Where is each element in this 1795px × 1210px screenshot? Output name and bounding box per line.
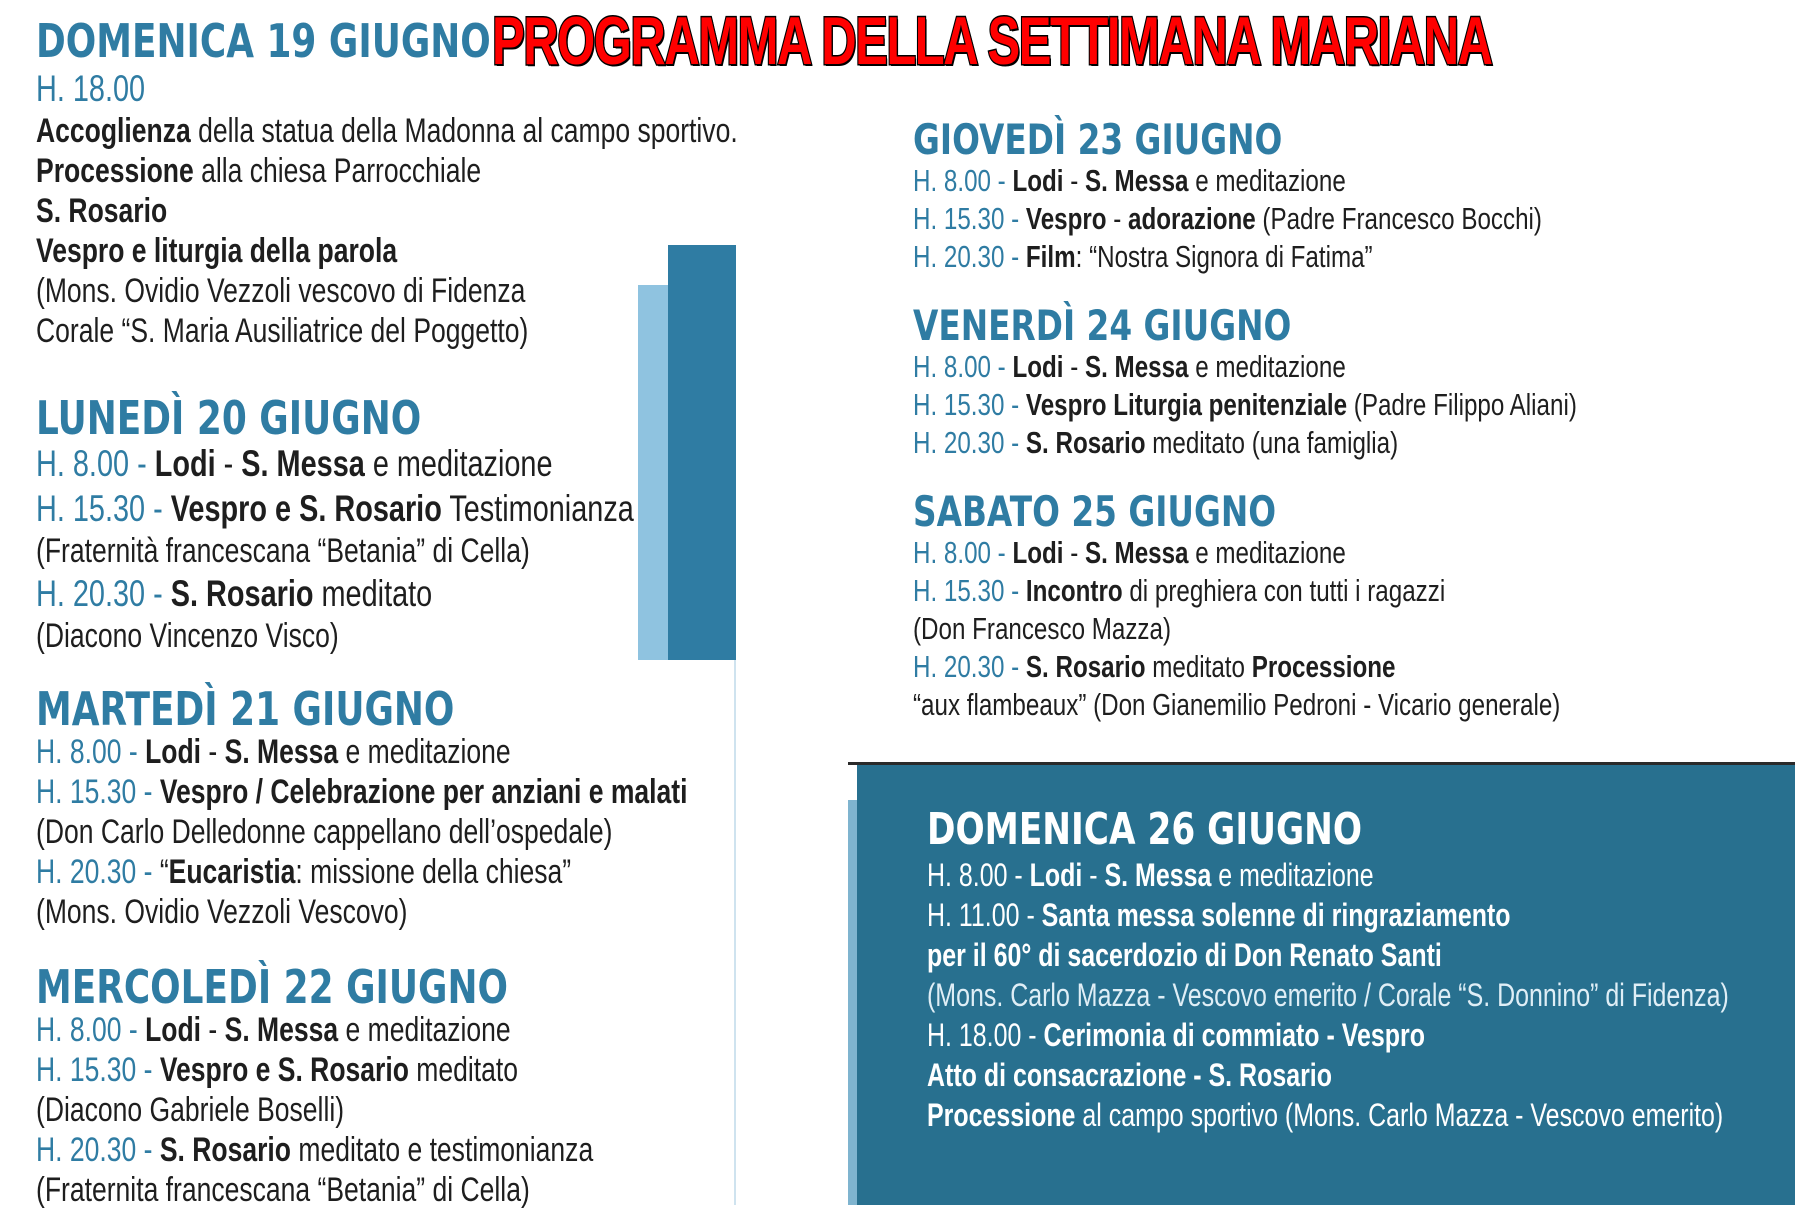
day-domenica-26 [927, 805, 1795, 1135]
day-martedi-21 [36, 682, 936, 932]
event-row: H. 20.30 - S. Rosario meditato e testimonianza [36, 1131, 594, 1169]
event-row: H. 20.30 - S. Rosario meditato Processione [913, 649, 1396, 684]
day-title: DOMENICA 19 GIUGNO [36, 14, 491, 68]
event-time: H. 18.00 [36, 68, 146, 109]
event-line: Processione alla chiesa Parrocchiale [36, 152, 482, 190]
right-column [913, 115, 1764, 724]
day-sabato-25 [913, 487, 1764, 724]
event-note: (Mons. Ovidio Vezzoli Vescovo) [36, 893, 408, 931]
event-row: H. 8.00 - Lodi - S. Messa e meditazione [36, 733, 511, 771]
event-row: H. 8.00 - Lodi - S. Messa e meditazione [927, 857, 1374, 893]
event-note: “aux flambeaux” (Don Gianemilio Pedroni - Vicario generale) [913, 687, 1561, 722]
event-row: H. 15.30 - Vespro e S. Rosario Testimonianza [36, 488, 634, 529]
event-line: Atto di consacrazione - S. Rosario [927, 1057, 1332, 1093]
event-row: H. 8.00 - Lodi - S. Messa e meditazione [913, 535, 1346, 570]
day-title: SABATO 25 GIUGNO [913, 487, 1277, 536]
event-line: S. Rosario [36, 192, 168, 230]
event-row: H. 15.30 - Incontro di preghiera con tutti i ragazzi [913, 573, 1446, 608]
event-row: H. 8.00 - Lodi - S. Messa e meditazione [913, 349, 1346, 384]
event-row: H. 8.00 - Lodi - S. Messa e meditazione [913, 163, 1346, 198]
event-row: H. 18.00 - Cerimonia di commiato - Vespro [927, 1017, 1425, 1053]
day-title: MARTEDÌ 21 GIUGNO [36, 682, 455, 736]
event-line: per il 60° di sacerdozio di Don Renato Santi [927, 937, 1442, 973]
event-note: (Mons. Ovidio Vezzoli vescovo di Fidenza [36, 272, 526, 310]
event-line: Accoglienza della statua della Madonna al campo sportivo. [36, 112, 738, 150]
day-lunedi-20 [36, 391, 936, 656]
day-title: VENERDÌ 24 GIUGNO [913, 301, 1292, 350]
day-venerdi-24 [913, 301, 1764, 462]
event-row: H. 8.00 - Lodi - S. Messa e meditazione [36, 443, 553, 484]
event-row: H. 20.30 - Film: “Nostra Signora di Fatima” [913, 239, 1373, 274]
day-title: LUNEDÌ 20 GIUGNO [36, 391, 422, 445]
event-row: H. 15.30 - Vespro Liturgia penitenziale (Padre Filippo Aliani) [913, 387, 1577, 422]
page-headline: PROGRAMMA DELLA SETTIMANA MARIANA [492, 3, 1492, 79]
day-mercoledi-22 [36, 960, 936, 1210]
day-title: MERCOLEDÌ 22 GIUGNO [36, 960, 509, 1014]
event-row: H. 20.30 - S. Rosario meditato (una famiglia) [913, 425, 1399, 460]
event-row: H. 11.00 - Santa messa solenne di ringraziamento [927, 897, 1511, 933]
day-domenica-19 [36, 14, 936, 351]
event-note: Corale “S. Maria Ausiliatrice del Poggetto) [36, 312, 529, 350]
event-row: H. 15.30 - Vespro e S. Rosario meditato [36, 1051, 519, 1089]
event-row: H. 20.30 - “Eucaristia: missione della chiesa” [36, 853, 572, 891]
day-giovedi-23 [913, 115, 1764, 276]
event-row: H. 15.30 - Vespro / Celebrazione per anziani e malati [36, 773, 688, 811]
event-note: (Fraternità francescana “Betania” di Cella) [36, 532, 530, 570]
event-note: (Diacono Vincenzo Visco) [36, 617, 339, 655]
event-line: Processione al campo sportivo (Mons. Carlo Mazza - Vescovo emerito) [927, 1097, 1724, 1133]
event-line: Vespro e liturgia della parola [36, 232, 398, 270]
left-column [36, 14, 936, 1210]
day-title: DOMENICA 26 GIUGNO [927, 804, 1363, 855]
box-edge-stripe [848, 800, 857, 1205]
event-row: H. 20.30 - S. Rosario meditato [36, 573, 433, 614]
event-row: H. 15.30 - Vespro - adorazione (Padre Francesco Bocchi) [913, 201, 1542, 236]
day-title: GIOVEDÌ 23 GIUGNO [913, 115, 1283, 164]
event-note: (Don Carlo Delledonne cappellano dell’ospedale) [36, 813, 613, 851]
event-row: H. 8.00 - Lodi - S. Messa e meditazione [36, 1011, 511, 1049]
event-note: (Don Francesco Mazza) [913, 611, 1172, 646]
event-note: (Mons. Carlo Mazza - Vescovo emerito / Corale “S. Donnino” di Fidenza) [927, 977, 1729, 1013]
day-domenica-26-box [857, 765, 1795, 1205]
event-note: (Diacono Gabriele Boselli) [36, 1091, 345, 1129]
event-note: (Fraternita francescana “Betania” di Cella) [36, 1171, 530, 1209]
